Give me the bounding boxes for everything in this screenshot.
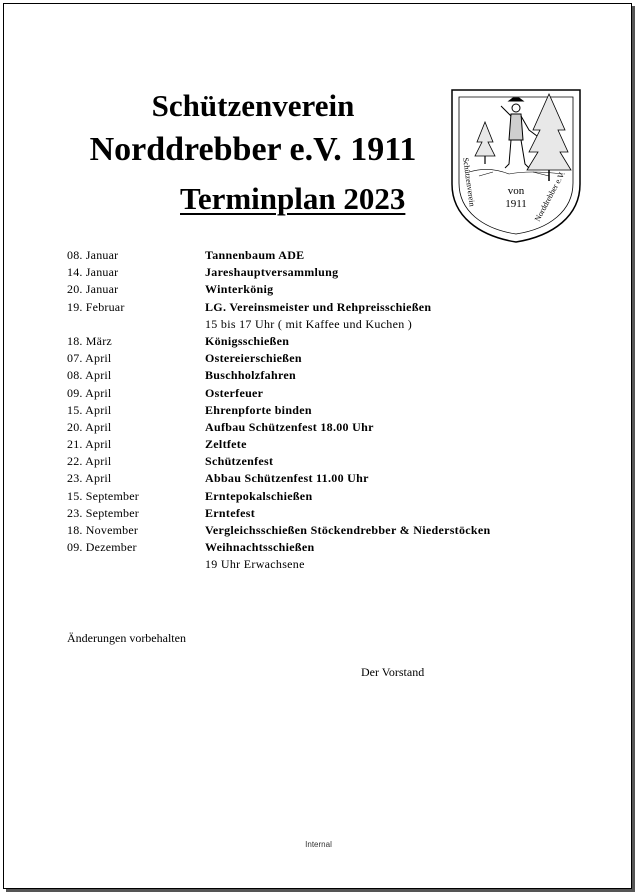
signature: Der Vorstand [361,665,425,679]
club-name-line2: Norddrebber e.V. 1911 [89,131,417,168]
event-date: 07. April [67,351,112,366]
event-date: 23. September [67,505,139,520]
event-name: Buschholzfahren [205,368,296,383]
event-date: 15. April [67,402,112,417]
event-name: Weihnachtsschießen [205,540,315,555]
event-name: Vergleichsschießen Stöckendrebber & Niederstöcken [205,523,491,537]
event-date: 20. Januar [67,282,119,297]
club-name-line1: Schützenverein [151,88,355,123]
event-name: Abbau Schützenfest 11.00 Uhr [205,471,369,486]
event-date: 21. April [67,437,112,452]
event-detail: 15 bis 17 Uhr ( mit Kaffee und Kuchen ) [205,316,413,331]
event-name: Erntepokalschießen [205,488,313,503]
crest-center-line1: von [507,185,525,197]
event-date: 23. April [67,471,112,486]
event-date: 09. Dezember [67,540,137,555]
event-date: 20. April [67,419,112,434]
club-crest-logo [449,86,583,244]
event-name: Ehrenpforte binden [205,402,312,417]
event-name: Ostereierschießen [205,351,302,366]
crest-center-line2: 1911 [505,198,527,210]
event-date: 15. September [67,488,139,503]
event-name: Zeltfete [205,437,247,452]
event-name: Tannenbaum ADE [205,248,305,262]
event-name: Erntefest [205,505,256,520]
event-date: 18. November [67,523,139,537]
classification-footer: Internal [305,840,332,849]
crest-ring-left: Schützenverein [461,157,477,208]
event-date: 18. März [67,333,112,348]
event-detail: 19 Uhr Erwachsene [205,557,305,572]
event-name: Aufbau Schützenfest 18.00 Uhr [205,419,374,434]
disclaimer-note: Änderungen vorbehalten [67,631,186,645]
event-date: 22. April [67,454,112,469]
crest-ring-right: Norddrebber e.V. [532,169,567,223]
event-name: Winterkönig [205,282,274,297]
event-name: Jareshauptversammlung [205,265,339,280]
event-date: 19. Februar [67,299,125,314]
event-name: Schützenfest [205,454,274,469]
event-name: Königsschießen [205,333,290,348]
plan-title: Terminplan 2023 [180,181,406,216]
event-date: 09. April [67,385,112,400]
event-name: LG. Vereinsmeister und Rehpreisschießen [205,299,432,314]
event-date: 08. April [67,368,112,383]
event-date: 08. Januar [67,248,119,262]
event-name: Osterfeuer [205,385,264,400]
event-date: 14. Januar [67,265,119,280]
